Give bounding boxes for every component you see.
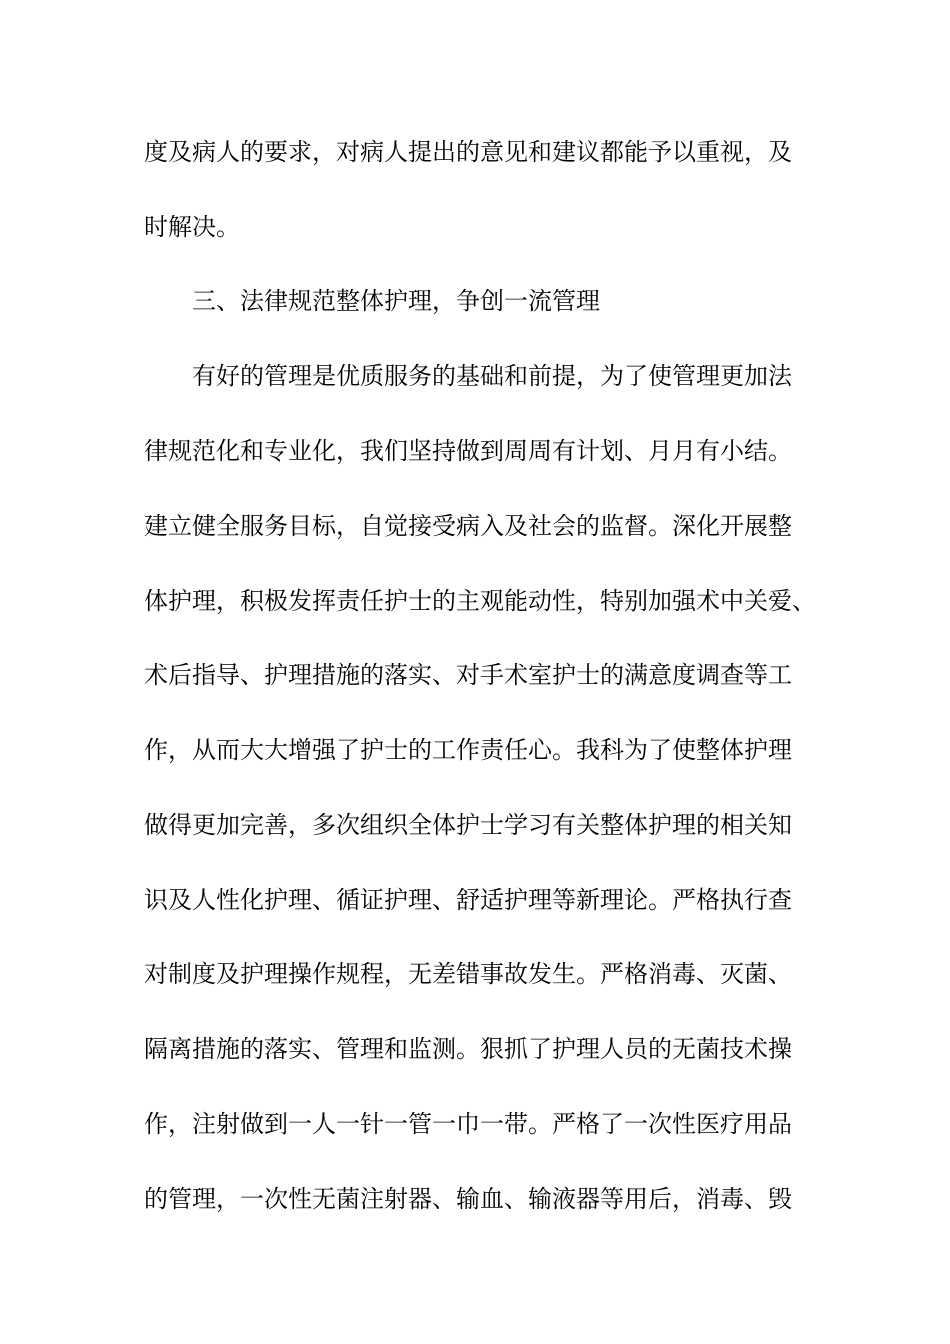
section-heading: 三、法律规范整体护理，争创一流管理 (192, 287, 600, 315)
paragraph-line: 的管理，一次性无菌注射器、输血、输液器等用后，消毒、毁 (144, 1185, 792, 1213)
paragraph-line: 识及人性化护理、循证护理、舒适护理等新理论。严格执行查 (144, 886, 792, 914)
paragraph-line: 作，从而大大增强了护士的工作责任心。我科为了使整体护理 (144, 736, 792, 764)
paragraph-line: 做得更加完善，多次组织全体护士学习有关整体护理的相关知 (144, 811, 792, 839)
paragraph-line: 对制度及护理操作规程，无差错事故发生。严格消毒、灭菌、 (144, 960, 792, 988)
paragraph-line: 度及病人的要求，对病人提出的意见和建议都能予以重视，及 (144, 138, 792, 166)
paragraph-line: 建立健全服务目标，自觉接受病入及社会的监督。深化开展整 (144, 512, 792, 540)
paragraph-line: 有好的管理是优质服务的基础和前提，为了使管理更加法 (192, 362, 792, 390)
paragraph-line: 时解决。 (144, 213, 240, 241)
paragraph-line: 隔离措施的落实、管理和监测。狠抓了护理人员的无菌技术操 (144, 1035, 792, 1063)
paragraph-line: 术后指导、护理措施的落实、对手术室护士的满意度调查等工 (144, 661, 792, 689)
paragraph-line: 体护理，积极发挥责任护士的主观能动性，特别加强术中关爱、 (144, 587, 816, 615)
paragraph-line: 律规范化和专业化，我们坚持做到周周有计划、月月有小结。 (144, 437, 792, 465)
paragraph-line: 作，注射做到一人一针一管一巾一带。严格了一次性医疗用品 (144, 1110, 792, 1138)
